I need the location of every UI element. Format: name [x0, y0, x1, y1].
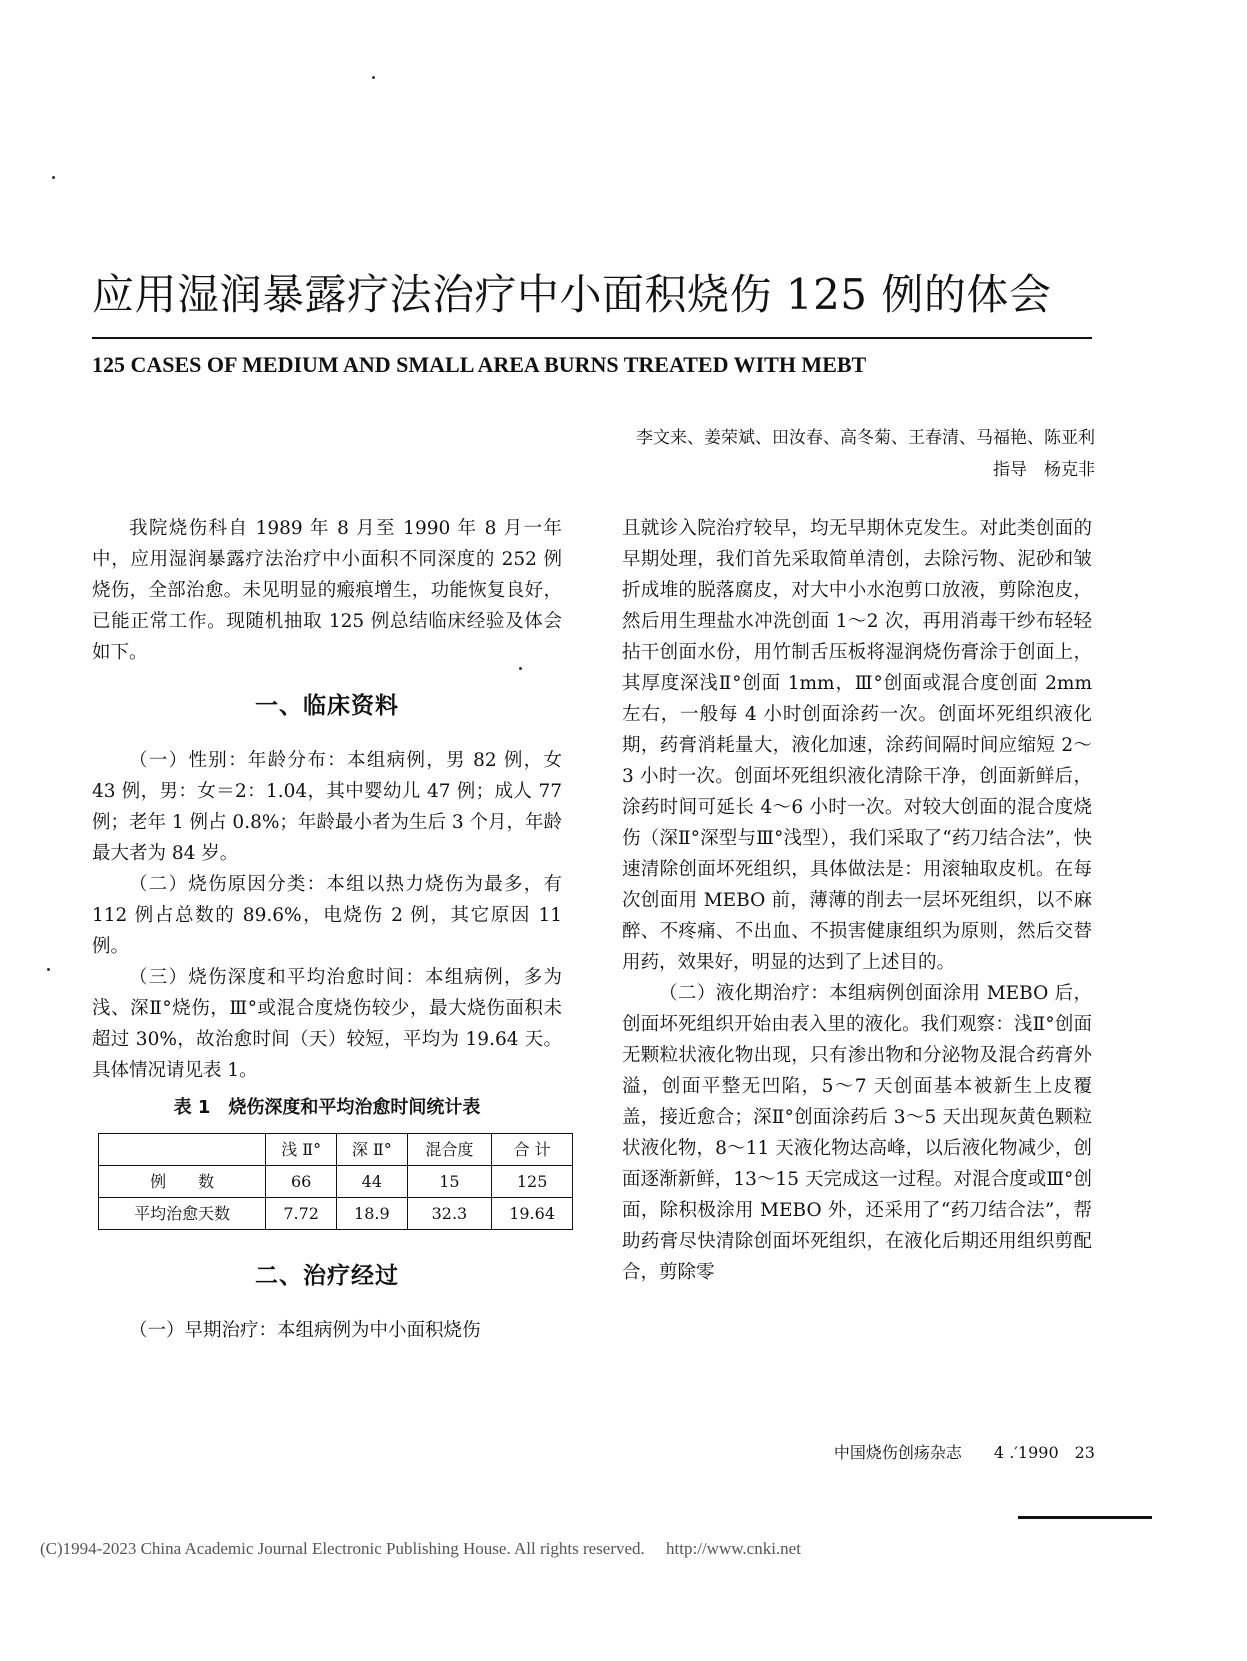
paragraph-burn-depth: （三）烧伤深度和平均治愈时间：本组病例，多为浅、深Ⅱ°烧伤，Ⅲ°或混合度烧伤较少，最大烧伤面积未超过 30%，故治愈时间（天）较短，平均为 19.64 天。具体情况请见表 1。 [92, 967, 562, 1081]
scan-speck [52, 176, 55, 179]
paragraph-burn-causes: （二）烧伤原因分类：本组以热力烧伤为最多，有 112 例占总数的 89.6%，电烧伤 2 例，其它原因 11 例。 [92, 874, 562, 957]
table-row [99, 1166, 573, 1198]
scan-speck [372, 76, 375, 79]
paragraph-early-treatment: （一）早期治疗：本组病例为中小面积烧伤 [129, 1320, 481, 1341]
paper-title-english: 125 CASES OF MEDIUM AND SMALL AREA BURNS TREATED WITH MEBT [92, 352, 867, 377]
table-header-cell: 合 计 [492, 1134, 573, 1166]
paragraph-gender-age: （一）性别：年龄分布：本组病例，男 82 例，女 43 例，男：女＝2：1.04，其中婴幼儿 47 例；成人 77 例；老年 1 例占 0.8%；年龄最小者为生后 3 个月，年龄最大者为 84 岁。 [92, 750, 562, 864]
section-heading-clinical-data: 一、临床资料 [255, 692, 399, 719]
section-heading-treatment: 二、治疗经过 [255, 1262, 399, 1289]
table-caption: 表 1 烧伤深度和平均治愈时间统计表 [173, 1097, 481, 1118]
title-rule [92, 337, 1092, 339]
paragraph-liquefaction: （二）液化期治疗：本组病例创面涂用 MEBO 后，创面坏死组织开始由表入里的液化。我们观察：浅Ⅱ°创面无颗粒状液化物出现，只有渗出物和分泌物及混合药膏外溢，创面平整无凹陷，5～7 天创面基本被新生上皮覆盖，接近愈合；深Ⅱ°创面涂药后 3～5 天出现灰黄色颗粒状液化物，8～11 天液化物达高峰，以后液化物减少，创面逐渐新鲜，13～15 天完成这一过程。对混合度或Ⅲ°创面，除积极涂用 MEBO 外，还采用了“药刀结合法”，帮助药膏尽快清除创面坏死组织，在液化后期还用组织剪配合，剪除零 [622, 983, 1092, 1283]
table-cell: 平均治愈天数 [99, 1198, 266, 1230]
scan-speck [519, 667, 522, 670]
table-cell: 32.3 [407, 1198, 492, 1230]
table-cell: 66 [266, 1166, 337, 1198]
burn-depth-table [98, 1133, 573, 1230]
table-header-cell: 混合度 [407, 1134, 492, 1166]
paper-title: 应用湿润暴露疗法治疗中小面积烧伤 125 例的体会 [92, 270, 1052, 319]
table-cell: 18.9 [337, 1198, 408, 1230]
table-header-row [99, 1134, 573, 1166]
table-cell: 例 数 [99, 1166, 266, 1198]
copyright-notice: (C)1994-2023 China Academic Journal Electronic Publishing House. All rights reserved. http://www.cnki.net [40, 1539, 801, 1558]
table-cell: 7.72 [266, 1198, 337, 1230]
table-header-cell [99, 1134, 266, 1166]
right-column [622, 513, 1092, 1288]
advisor: 指导 杨克非 [993, 460, 1095, 480]
authors: 李文来、姜荣斌、田汝春、高冬菊、王春清、马福艳、陈亚利 [636, 428, 1095, 448]
table-header-cell: 深 Ⅱ° [337, 1134, 408, 1166]
table-cell: 15 [407, 1166, 492, 1198]
table-cell: 44 [337, 1166, 408, 1198]
table-header-cell: 浅 Ⅱ° [266, 1134, 337, 1166]
paragraph-early-treatment-cont: 且就诊入院治疗较早，均无早期休克发生。对此类创面的早期处理，我们首先采取简单清创，去除污物、泥砂和皱折成堆的脱落腐皮，对大中小水泡剪口放液，剪除泡皮，然后用生理盐水冲洗创面 1～2 次，再用消毒干纱布轻轻拈干创面水份，用竹制舌压板将湿润烧伤膏涂于创面上，其厚度深浅Ⅱ°创面 1mm，Ⅲ°创面或混合度创面 2mm 左右，一般每 4 小时创面涂药一次。创面坏死组织液化期，药膏消耗量大，液化加速，涂药间隔时间应缩短 2～3 小时一次。创面坏死组织液化清除干净，创面新鲜后，涂药时间可延长 4～6 小时一次。对较大创面的混合度烧伤（深Ⅱ°深型与Ⅲ°浅型），我们采取了“药刀结合法”，快速清除创面坏死组织，具体做法是：用滚轴取皮机。在每次创面用 MEBO 前，薄薄的削去一层坏死组织，以不麻醉、不疼痛、不出血、不损害健康组织为原则，然后交替用药，效果好，明显的达到了上述目的。 [622, 518, 1092, 973]
page-footer: 中国烧伤创疡杂志 4 .′1990 23 [833, 1443, 1095, 1462]
table-cell: 125 [492, 1166, 573, 1198]
scan-speck [47, 968, 50, 971]
left-column [92, 513, 562, 1346]
author-block [636, 422, 1095, 486]
table-cell: 19.64 [492, 1198, 573, 1230]
intro-paragraph: 我院烧伤科自 1989 年 8 月至 1990 年 8 月一年中，应用湿润暴露疗法治疗中小面积不同深度的 252 例烧伤，全部治愈。未见明显的瘢痕增生，功能恢复良好，已能正常工作。现随机抽取 125 例总结临床经验及体会如下。 [92, 518, 562, 663]
table-row [99, 1198, 573, 1230]
footer-rule [1018, 1516, 1152, 1519]
